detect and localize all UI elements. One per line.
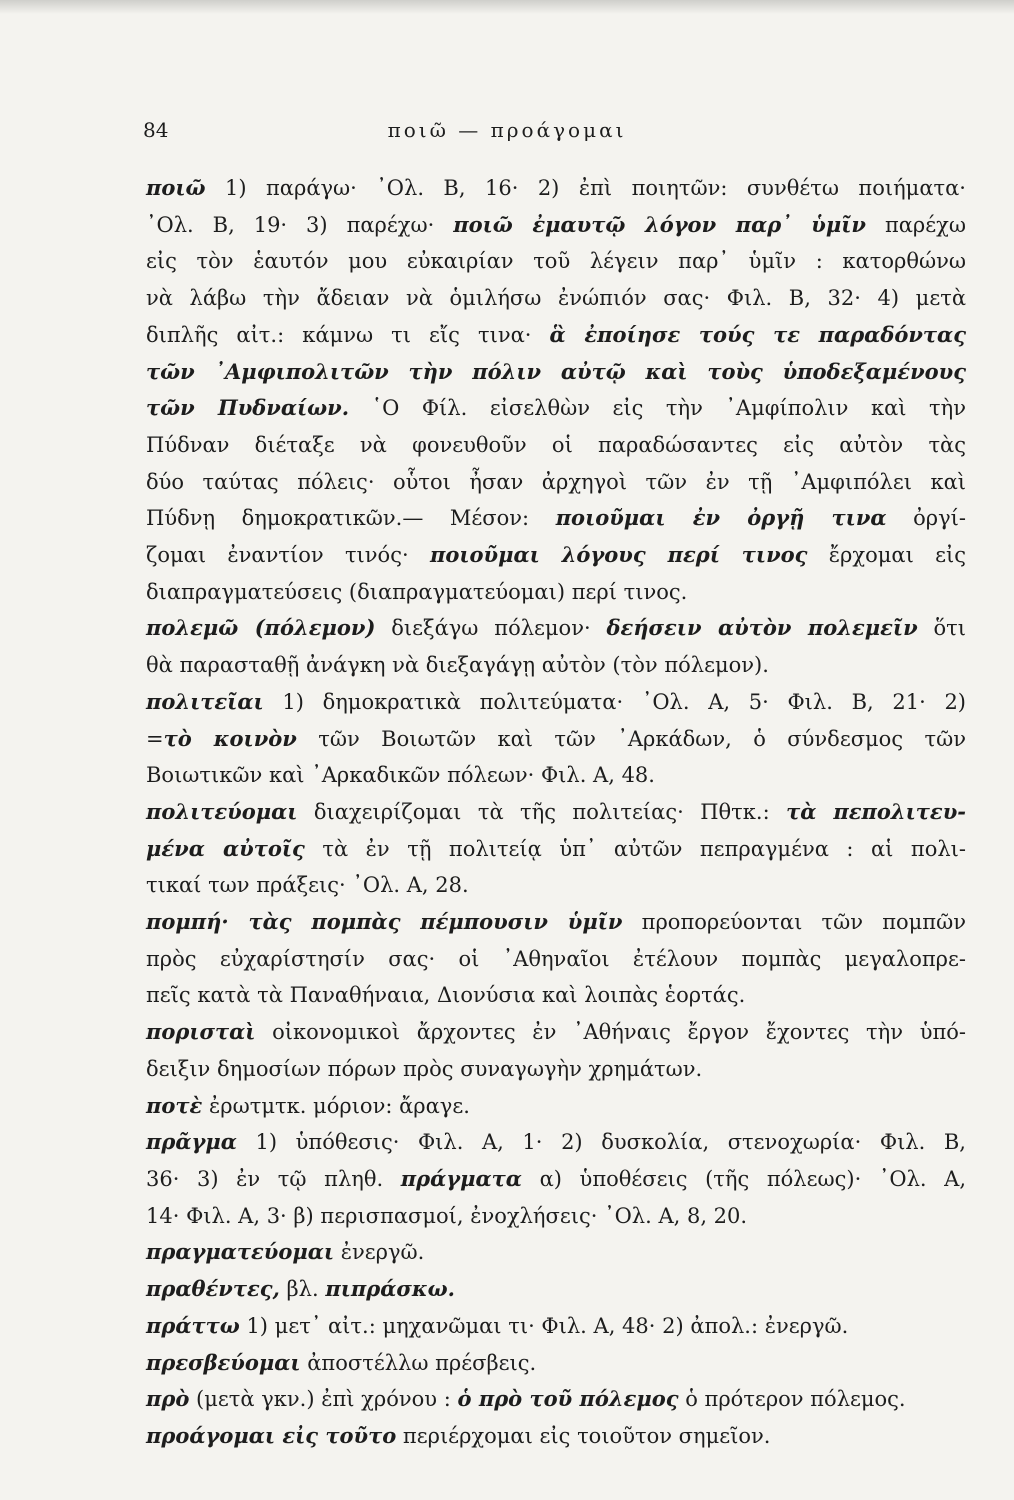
- entry-line: [146, 1051, 966, 1088]
- entry-keyword: ποιοῦμαι λόγους περί τινος: [429, 542, 808, 568]
- dictionary-entry: [146, 1381, 966, 1418]
- entry-text: Πύδναν διέταξε νὰ φονευθοῦν οἱ παραδώσαντες εἰς αὐτὸν τὰς: [146, 432, 966, 457]
- entry-text: Πύδνῃ δημοκρατικῶν.— Μέσον:: [146, 506, 556, 531]
- entry-keyword: πραγματεύομαι: [146, 1239, 335, 1265]
- entry-keyword: πιπράσκω.: [325, 1276, 455, 1302]
- entry-text: α) ὑποθέσεις (τῆς πόλεως)· ᾽Ολ. Α,: [521, 1166, 967, 1191]
- entry-text: ἐνεργῶ.: [334, 1240, 425, 1265]
- entry-line: [146, 1234, 966, 1271]
- entry-text: ᾽Ολ. Β, 19· 3) παρέχω·: [146, 212, 454, 237]
- entry-text: (μετὰ γκν.) ἐπὶ χρόνου :: [189, 1387, 458, 1412]
- dictionary-entry: [146, 684, 966, 794]
- entry-text: =: [146, 726, 164, 751]
- entry-line: [146, 831, 966, 868]
- entry-line: [146, 721, 966, 758]
- entry-line: [146, 317, 966, 354]
- entry-line: [146, 1198, 966, 1235]
- entry-text: τικαί των πράξεις· ᾽Ολ. Α, 28.: [146, 873, 469, 898]
- entry-keyword: μένα αὐτοῖς: [146, 835, 305, 861]
- entry-keyword: πρεσβεύομαι: [146, 1349, 301, 1375]
- entry-text: διπλῆς αἰτ.: κάμνω τι εἴς τινα·: [146, 322, 550, 347]
- entry-keyword: ὁ πρὸ τοῦ πόλεμος: [457, 1386, 679, 1412]
- dictionary-entry: [146, 1088, 966, 1125]
- entry-line: [146, 280, 966, 317]
- dictionary-entry: [146, 794, 966, 904]
- entry-keyword: ποτὲ: [146, 1092, 203, 1118]
- dictionary-entry: [146, 1234, 966, 1271]
- entry-keyword: πορισταὶ: [146, 1019, 256, 1045]
- entry-keyword: ἃ ἐποίησε τούς τε παραδόντας: [549, 321, 967, 347]
- entry-text: ἀποστέλλω πρέσβεις.: [300, 1350, 537, 1375]
- entry-line: [146, 941, 966, 978]
- entry-text: ὁ πρότερον πόλεμος.: [678, 1387, 906, 1412]
- entry-text: προπορεύονται τῶν πομπῶν: [622, 910, 966, 935]
- entry-line: [146, 537, 966, 574]
- entry-line: [146, 867, 966, 904]
- entry-text: 1) δημοκρατικὰ πολιτεύματα· ᾽Ολ. Α, 5· Φιλ. Β, 21· 2): [263, 689, 966, 714]
- entry-text: δύο ταύτας πόλεις· οὗτοι ἦσαν ἀρχηγοὶ τῶν ἐν τῇ ᾽Αμφιπόλει καὶ: [146, 469, 966, 494]
- entry-line: [146, 1161, 966, 1198]
- dictionary-entry: [146, 1418, 966, 1455]
- dictionary-entry: [146, 904, 966, 1014]
- entry-line: [146, 354, 966, 391]
- entry-text: ζομαι ἐναντίον τινός·: [146, 543, 430, 568]
- entry-text: 36· 3) ἐν τῷ πληθ.: [146, 1166, 401, 1191]
- entry-line: [146, 1345, 966, 1382]
- entry-line: [146, 390, 966, 427]
- entry-line: [146, 243, 966, 280]
- entry-line: [146, 757, 966, 794]
- entry-keyword: ποιῶ ἐμαυτῷ λόγον παρ᾽ ὑμῖν: [453, 211, 866, 237]
- entry-keyword: προάγομαι εἰς τοῦτο: [146, 1422, 397, 1448]
- entry-text: τὰ ἐν τῇ πολιτείᾳ ὑπ᾽ αὐτῶν πεπραγμένα : αἱ πολι-: [304, 836, 967, 861]
- entry-line: [146, 794, 966, 831]
- entry-text: τῶν Βοιωτῶν καὶ τῶν ᾽Αρκάδων, ὁ σύνδεσμος τῶν: [296, 726, 966, 751]
- running-head: ποιῶ — προάγομαι: [387, 118, 627, 142]
- entry-text: περιέρχομαι εἰς τοιοῦτον σημεῖον.: [396, 1423, 771, 1448]
- entry-text: θὰ παρασταθῇ ἀνάγκη νὰ διεξαγάγῃ αὐτὸν (τὸν πόλεμον).: [146, 653, 769, 678]
- entry-keyword: τὸ κοινὸν: [163, 725, 297, 751]
- entry-line: [146, 464, 966, 501]
- entry-text: ἔρχομαι εἰς: [807, 543, 966, 568]
- entry-line: [146, 1088, 966, 1125]
- dictionary-entry: [146, 170, 966, 610]
- entry-keyword: πράττω: [146, 1312, 240, 1338]
- entry-text: 1) παράγω· ᾽Ολ. Β, 16· 2) ἐπὶ ποιητῶν: συνθέτω ποιήματα·: [205, 176, 966, 200]
- entry-line: [146, 904, 966, 941]
- entry-text: βλ.: [279, 1277, 326, 1302]
- entry-keyword: πολιτεῖαι: [146, 688, 264, 714]
- entry-keyword: πομπή· τὰς πομπὰς πέμπουσιν ὑμῖν: [146, 909, 623, 935]
- entry-line: [146, 1308, 966, 1345]
- dictionary-entry: [146, 1345, 966, 1382]
- entry-text: 1) ὑπόθεσις· Φιλ. Α, 1· 2) δυσκολία, στενοχωρία· Φιλ. Β,: [236, 1130, 966, 1155]
- entry-keyword: ποιῶ: [146, 175, 206, 200]
- entry-line: [146, 977, 966, 1014]
- entry-text: ἐρωτμτκ. μόριον: ἄραγε.: [202, 1093, 470, 1118]
- entry-line: [146, 647, 966, 684]
- entry-text: ὅτι: [917, 616, 967, 641]
- dictionary-page: [146, 170, 966, 1455]
- entry-line: [146, 1014, 966, 1051]
- entry-text: οἰκονομικοὶ ἄρχοντες ἐν ᾽Αθήναις ἔργον ἔχοντες τὴν ὑπό-: [255, 1020, 966, 1045]
- entry-text: ῾Ο Φίλ. εἰσελθὼν εἰς τὴν ᾽Αμφίπολιν καὶ τὴν: [349, 396, 966, 421]
- entry-keyword: πραθέντες,: [146, 1276, 280, 1302]
- entry-line: [146, 1271, 966, 1308]
- entry-line: [146, 610, 966, 647]
- entry-text: νὰ λάβω τὴν ἄδειαν νὰ ὁμιλήσω ἐνώπιόν σας· Φιλ. Β, 32· 4) μετὰ: [146, 286, 966, 311]
- entry-line: [146, 207, 966, 244]
- entry-text: 1) μετ᾽ αἰτ.: μηχανῶμαι τι· Φιλ. Α, 48· 2) ἀπολ.: ἐνεργῶ.: [239, 1313, 849, 1338]
- entry-keyword: πράγματα: [400, 1165, 522, 1191]
- entry-keyword: δεήσειν αὐτὸν πολεμεῖν: [606, 615, 918, 641]
- entry-text: παρέχω: [866, 212, 967, 237]
- entry-line: [146, 1418, 966, 1455]
- entry-keyword: πρὸ: [146, 1386, 190, 1412]
- entry-line: [146, 1381, 966, 1418]
- entry-text: πρὸς εὐχαρίστησίν σας· οἱ ᾽Αθηναῖοι ἐτέλουν πομπὰς μεγαλοπρε-: [146, 946, 966, 971]
- entry-text: διαπραγματεύσεις (διαπραγματεύομαι) περί τινος.: [146, 579, 688, 604]
- entry-keyword: πολιτεύομαι: [146, 798, 298, 824]
- entry-line: [146, 574, 966, 611]
- entry-keyword: πολεμῶ (πόλεμον): [146, 615, 376, 641]
- entry-keyword: τῶν ᾽Αμφιπολιτῶν τὴν πόλιν αὐτῷ καὶ τοὺς ὑποδεξαμένους: [146, 358, 966, 384]
- entry-text: ὀργί-: [886, 506, 966, 531]
- dictionary-entry: [146, 610, 966, 683]
- entry-keyword: τῶν Πυδναίων.: [146, 395, 350, 421]
- entry-line: [146, 500, 966, 537]
- entry-text: δειξιν δημοσίων πόρων πρὸς συναγωγὴν χρημάτων.: [146, 1056, 703, 1081]
- dictionary-entry: [146, 1308, 966, 1345]
- dictionary-entry: [146, 1014, 966, 1087]
- entry-line: [146, 684, 966, 721]
- entry-keyword: πρᾶγμα: [146, 1129, 237, 1155]
- entry-text: Βοιωτικῶν καὶ ᾽Αρκαδικῶν πόλεων· Φιλ. Α, 48.: [146, 763, 655, 788]
- entry-text: 14· Φιλ. Α, 3· β) περισπασμοί, ἐνοχλήσεις· ᾽Ολ. Α, 8, 20.: [146, 1203, 748, 1228]
- entry-text: διαχειρίζομαι τὰ τῆς πολιτείας· Πθτκ.:: [297, 799, 787, 824]
- entry-line: [146, 1124, 966, 1161]
- dictionary-entry: [146, 1124, 966, 1234]
- entry-text: εἰς τὸν ἑαυτόν μου εὐκαιρίαν τοῦ λέγειν παρ᾽ ὑμῖν : κατορθώνω: [146, 249, 966, 274]
- page-top-shadow: [0, 0, 1014, 14]
- dictionary-entry: [146, 1271, 966, 1308]
- entry-keyword: ποιοῦμαι ἐν ὀργῇ τινα: [555, 505, 887, 531]
- entry-text: διεξάγω πόλεμον·: [375, 616, 607, 641]
- entry-line: [146, 427, 966, 464]
- entry-text: πεῖς κατὰ τὰ Παναθήναια, Διονύσια καὶ λοιπὰς ἑορτάς.: [146, 983, 746, 1008]
- entry-line: [146, 170, 966, 207]
- entry-keyword: τὰ πεπολιτευ-: [786, 798, 966, 824]
- page-number: 84: [143, 118, 169, 142]
